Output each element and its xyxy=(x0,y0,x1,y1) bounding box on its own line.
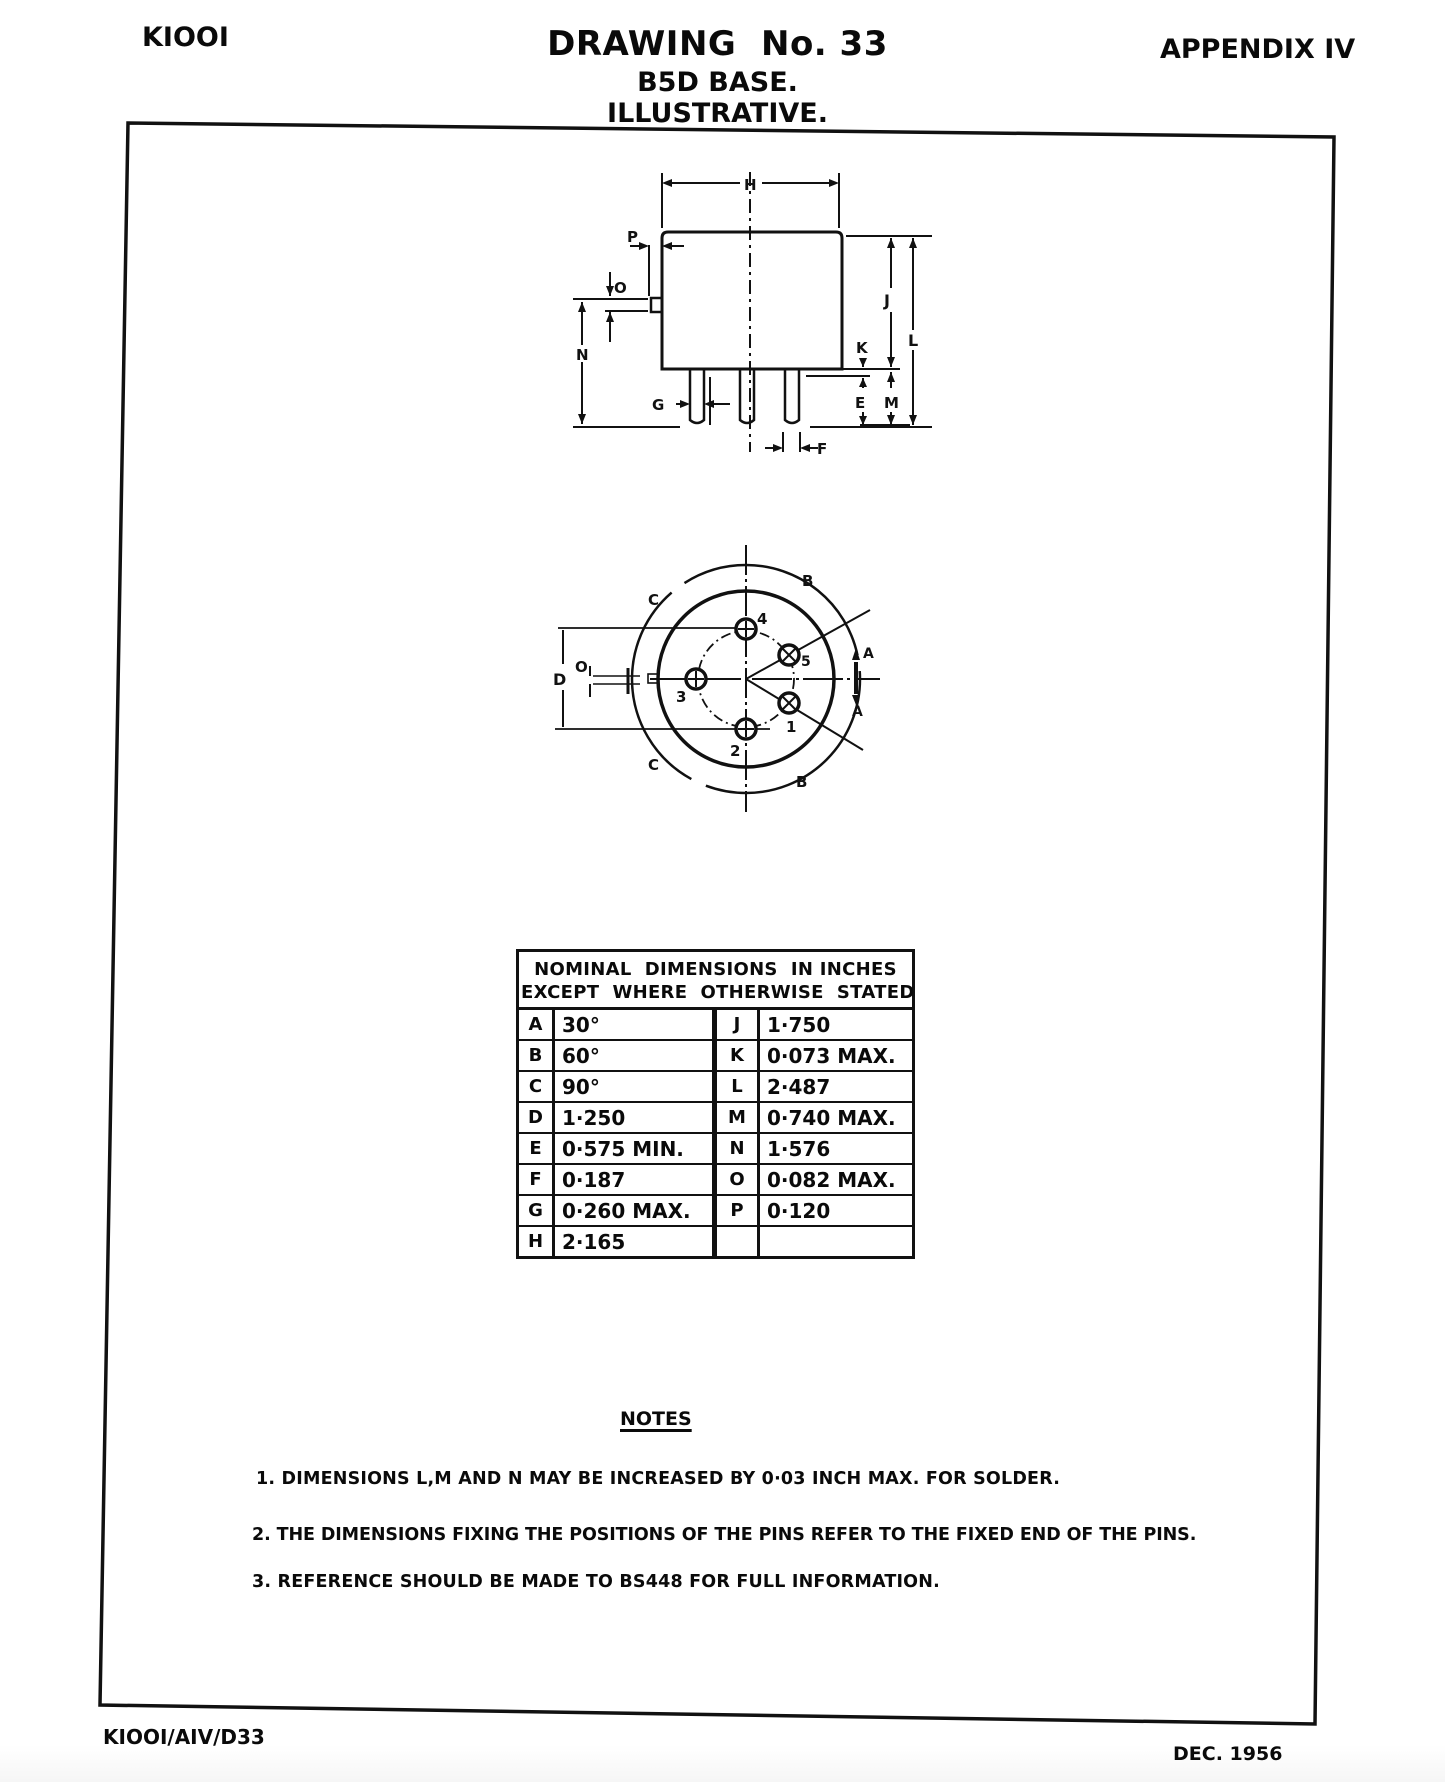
dim-value: 0·260 MAX. xyxy=(562,1198,691,1223)
table-row xyxy=(717,1041,912,1072)
table-row xyxy=(717,1072,912,1103)
dim-key: O xyxy=(717,1165,760,1194)
note-2: 2. THE DIMENSIONS FIXING THE POSITIONS OF THE PINS REFER TO THE FIXED END OF THE PINS. xyxy=(252,1525,1197,1545)
dim-value: 1·576 xyxy=(767,1136,831,1161)
dim-value: 1·250 xyxy=(562,1105,626,1130)
dim-key: G xyxy=(519,1196,555,1225)
dim-key: L xyxy=(717,1072,760,1101)
dim-value: 2·165 xyxy=(562,1229,626,1254)
table-row xyxy=(519,1010,712,1041)
dim-key: F xyxy=(519,1165,555,1194)
dim-key xyxy=(717,1227,760,1256)
dim-value: 2·487 xyxy=(767,1074,831,1099)
dim-value: 0·120 xyxy=(767,1198,831,1223)
drawing-title-text: DRAWING No. 33 xyxy=(547,24,888,64)
label-L: L xyxy=(908,331,919,350)
label-B-bottom: B xyxy=(796,773,808,791)
dim-key: M xyxy=(717,1103,760,1132)
label-E: E xyxy=(855,394,866,412)
label-B-top: B xyxy=(802,572,814,590)
dim-key: B xyxy=(519,1041,555,1070)
label-G: G xyxy=(652,396,665,414)
table-row xyxy=(519,1041,712,1072)
table-left-column xyxy=(519,1010,717,1256)
dim-key: H xyxy=(519,1227,555,1256)
label-A-top: A xyxy=(863,646,874,662)
table-row xyxy=(519,1072,712,1103)
table-row xyxy=(519,1165,712,1196)
dim-value: 0·740 MAX. xyxy=(767,1105,896,1130)
table-row xyxy=(519,1134,712,1165)
table-row xyxy=(717,1196,912,1227)
table-row xyxy=(717,1010,912,1041)
table-row xyxy=(717,1134,912,1165)
notes-heading: NOTES xyxy=(620,1408,692,1430)
dim-value: 30° xyxy=(562,1012,600,1037)
pin-label-4: 4 xyxy=(757,610,768,628)
dim-value: 90° xyxy=(562,1074,600,1099)
label-C-top: C xyxy=(648,591,660,609)
table-row-empty xyxy=(717,1227,912,1256)
appendix-label: APPENDIX IV xyxy=(1160,34,1356,65)
dim-value: 1·750 xyxy=(767,1012,831,1037)
pin-label-5: 5 xyxy=(801,654,811,670)
table-heading-line-1: NOMINAL DIMENSIONS IN INCHES xyxy=(534,959,897,980)
dim-key: A xyxy=(519,1010,555,1039)
label-F: F xyxy=(817,440,828,458)
dim-key: J xyxy=(717,1010,760,1039)
dim-value: 60° xyxy=(562,1043,600,1068)
dim-key: D xyxy=(519,1103,555,1132)
dim-value: 0·073 MAX. xyxy=(767,1043,896,1068)
dim-key: K xyxy=(717,1041,760,1070)
label-M: M xyxy=(884,394,899,412)
table-row xyxy=(519,1227,712,1256)
dim-key: P xyxy=(717,1196,760,1225)
label-P: P xyxy=(627,228,638,246)
dim-value: 0·082 MAX. xyxy=(767,1167,896,1192)
label-A-bottom: A xyxy=(852,704,863,720)
nominal-dimensions-table xyxy=(516,949,915,1259)
table-right-column xyxy=(717,1010,912,1256)
drawing-date: DEC. 1956 xyxy=(1173,1743,1283,1765)
table-row xyxy=(519,1196,712,1227)
table-row xyxy=(717,1103,912,1134)
dim-value: 0·187 xyxy=(562,1167,626,1192)
label-D: D xyxy=(553,670,567,689)
note-3: 3. REFERENCE SHOULD BE MADE TO BS448 FOR FULL INFORMATION. xyxy=(252,1572,940,1592)
table-heading xyxy=(519,952,915,1010)
subtitle-base-text: B5D BASE. xyxy=(637,67,798,98)
document-code: KIOOI xyxy=(142,22,229,53)
label-K: K xyxy=(856,339,868,357)
label-C-bottom: C xyxy=(648,756,660,774)
subtitle-illustrative-text: ILLUSTRATIVE. xyxy=(607,98,828,129)
table-row xyxy=(519,1103,712,1134)
pin-label-2: 2 xyxy=(730,742,741,760)
label-J: J xyxy=(884,291,890,310)
dim-value: 0·575 MIN. xyxy=(562,1136,684,1161)
dim-key: C xyxy=(519,1072,555,1101)
table-heading-line-2: EXCEPT WHERE OTHERWISE STATED xyxy=(521,982,915,1003)
dim-key: E xyxy=(519,1134,555,1163)
table-row xyxy=(717,1165,912,1196)
pin-label-1: 1 xyxy=(786,718,797,736)
pin-label-3: 3 xyxy=(676,688,687,706)
label-N: N xyxy=(576,346,589,364)
label-O-bottom: O xyxy=(575,658,588,676)
label-O: O xyxy=(614,279,627,297)
drawing-reference-code: KIOOI/AIV/D33 xyxy=(103,1725,265,1749)
note-1: 1. DIMENSIONS L,M AND N MAY BE INCREASED BY 0·03 INCH MAX. FOR SOLDER. xyxy=(256,1469,1061,1489)
dim-key: N xyxy=(717,1134,760,1163)
label-H: H xyxy=(744,176,757,194)
